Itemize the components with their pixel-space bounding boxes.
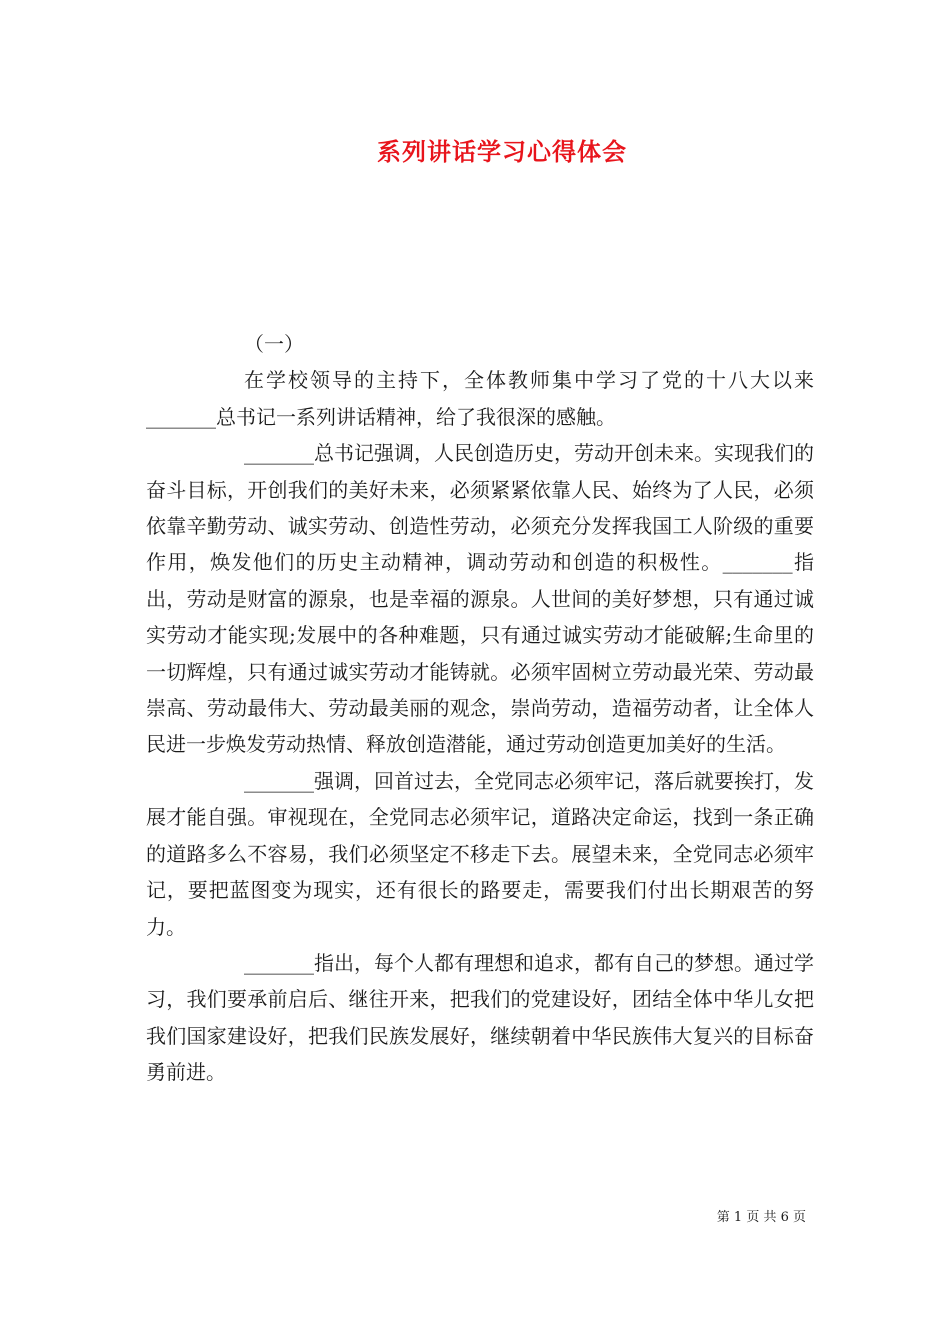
page-number-footer: 第 1 页 共 6 页: [716, 1210, 806, 1225]
paragraph-2: _______总书记强调，人民创造历史，劳动开创未来。实现我们的奋斗目标，开创我们的美好未来，必须紧紧依靠人民、始终为了人民，必须依靠辛勤劳动、诚实劳动、创造性劳动，必须充分发挥我国工人阶级的重要作用，焕发他们的历史主动精神，调动劳动和创造的积极性。_______指出，劳动是财富的源泉，也是幸福的源泉。人世间的美好梦想，只有通过诚实劳动才能实现;发展中的各种难题，只有通过诚实劳动才能破解;生命里的一切辉煌，只有通过诚实劳动才能铸就。必须牢固树立劳动最光荣、劳动最崇高、劳动最伟大、劳动最美丽的观念，崇尚劳动，造福劳动者，让全体人民进一步焕发劳动热情、释放创造潜能，通过劳动创造更加美好的生活。: [146, 441, 814, 757]
document-body: [146, 326, 814, 1091]
document-title: 系列讲话学习心得体会: [377, 137, 627, 166]
paragraph-3: _______强调，回首过去，全党同志必须牢记，落后就要挨打，发展才能自强。审视现在，全党同志必须牢记，道路决定命运，找到一条正确的道路多么不容易，我们必须坚定不移走下去。展望未来，全党同志必须牢记，要把蓝图变为现实，还有很长的路要走，需要我们付出长期艰苦的努力。: [146, 768, 814, 939]
section-marker: （一）: [244, 332, 304, 356]
paragraph-1: 在学校领导的主持下，全体教师集中学习了党的十八大以来_______总书记一系列讲话精神，给了我很深的感触。: [146, 368, 814, 429]
paragraph-4: _______指出，每个人都有理想和追求，都有自己的梦想。通过学习，我们要承前启后、继往开来，把我们的党建设好，团结全体中华儿女把我们国家建设好，把我们民族发展好，继续朝着中华民族伟大复兴的目标奋勇前进。: [146, 950, 814, 1085]
